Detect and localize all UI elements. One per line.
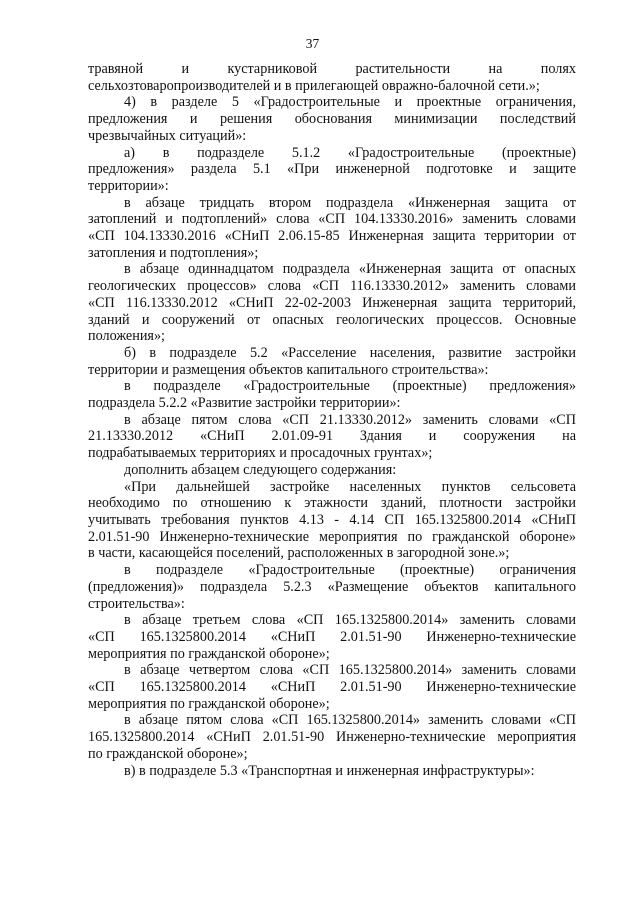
text-line: подрабатываемых территориях и просадочных грунтах»; — [88, 445, 433, 462]
text-line: «СП 116.13330.2012 «СНиП 22-02-2003 Инженерная защита территорий, — [88, 294, 576, 311]
page-number: 37 — [305, 36, 320, 51]
text-line: «СП 104.13330.2016 «СНиП 2.06.15-85 Инженерная защита территории от — [88, 228, 576, 245]
text-line: чрезвычайных ситуаций»: — [88, 127, 247, 144]
text-line: мероприятия по гражданской обороне»; — [88, 645, 330, 662]
text-line: а) в подразделе 5.1.2 «Градостроительные (проектные) — [124, 144, 576, 161]
text-line: положения»; — [88, 328, 165, 345]
text-line: геологических процессов» слова «СП 116.13330.2012» заменить словами — [88, 278, 576, 295]
text-line: затоплений и подтоплений» слова «СП 104.13330.2016» заменить словами — [88, 211, 576, 228]
document-body — [88, 61, 576, 779]
text-line: предложения» раздела 5.1 «При инженерной подготовке и защите — [88, 161, 576, 178]
text-line: в части, касающейся поселений, расположенных в загородной зоне.»; — [88, 545, 510, 562]
text-line: в абзаце четвертом слова «СП 165.1325800.2014» заменить словами — [124, 662, 576, 679]
text-line: по гражданской обороне»; — [88, 745, 248, 762]
text-line: (предложения)» подраздела 5.2.3 «Размещение объектов капитального — [88, 578, 576, 595]
text-line: строительства»: — [88, 595, 185, 612]
text-line: подраздела 5.2.2 «Развитие застройки территории»: — [88, 395, 401, 412]
text-line: в подразделе «Градостроительные (проектные) ограничения — [124, 562, 576, 579]
text-line: 2.01.51-90 Инженерно-технические мероприятия по гражданской обороне» — [88, 528, 576, 545]
text-line: предложения и решения обоснования минимизации последствий — [88, 111, 576, 128]
text-line: территории»: — [88, 177, 169, 194]
text-line: «СП 165.1325800.2014 «СНиП 2.01.51-90 Инженерно-технические — [88, 628, 576, 645]
text-line: учитывать требования пунктов 4.13 - 4.14 СП 165.1325800.2014 «СНиП — [88, 511, 576, 528]
text-line: б) в подразделе 5.2 «Расселение населения, развитие застройки — [124, 344, 576, 361]
text-line: в подразделе «Градостроительные (проектные) предложения» — [124, 378, 576, 395]
text-line: необходимо по отношению к этажности зданий, плотности застройки — [88, 495, 576, 512]
text-line: дополнить абзацем следующего содержания: — [124, 461, 397, 478]
text-line: в) в подразделе 5.3 «Транспортная и инженерная инфраструктуры»: — [124, 762, 535, 779]
text-line: 165.1325800.2014 «СНиП 2.01.51-90 Инженерно-технические мероприятия — [88, 729, 576, 746]
text-line: зданий и сооружений от опасных геологических процессов. Основные — [88, 311, 576, 328]
text-line: в абзаце пятом слова «СП 21.13330.2012» заменить словами «СП — [124, 411, 576, 428]
text-line: затопления и подтопления»; — [88, 244, 259, 261]
text-line: сельхозтоваропроизводителей и в прилегающей овражно-балочной сети.»; — [88, 77, 540, 94]
text-line: «СП 165.1325800.2014 «СНиП 2.01.51-90 Инженерно-технические — [88, 679, 576, 696]
text-line: 4) в разделе 5 «Градостроительные и проектные ограничения, — [124, 94, 576, 111]
text-line: в абзаце одиннадцатом подраздела «Инженерная защита от опасных — [124, 261, 576, 278]
text-line: в абзаце третьем слова «СП 165.1325800.2014» заменить словами — [124, 612, 576, 629]
text-line: травяной и кустарниковой растительности на полях — [88, 61, 576, 77]
text-line: в абзаце тридцать втором подраздела «Инженерная защита от — [124, 194, 576, 211]
text-line: территории и размещения объектов капитального строительства»: — [88, 361, 489, 378]
text-line: «При дальнейшей застройке населенных пунктов сельсовета — [124, 478, 576, 495]
text-line: 21.13330.2012 «СНиП 2.01.09-91 Здания и сооружения на — [88, 428, 576, 445]
text-line: в абзаце пятом слова «СП 165.1325800.2014» заменить словами «СП — [124, 712, 576, 729]
text-line: мероприятия по гражданской обороне»; — [88, 695, 330, 712]
